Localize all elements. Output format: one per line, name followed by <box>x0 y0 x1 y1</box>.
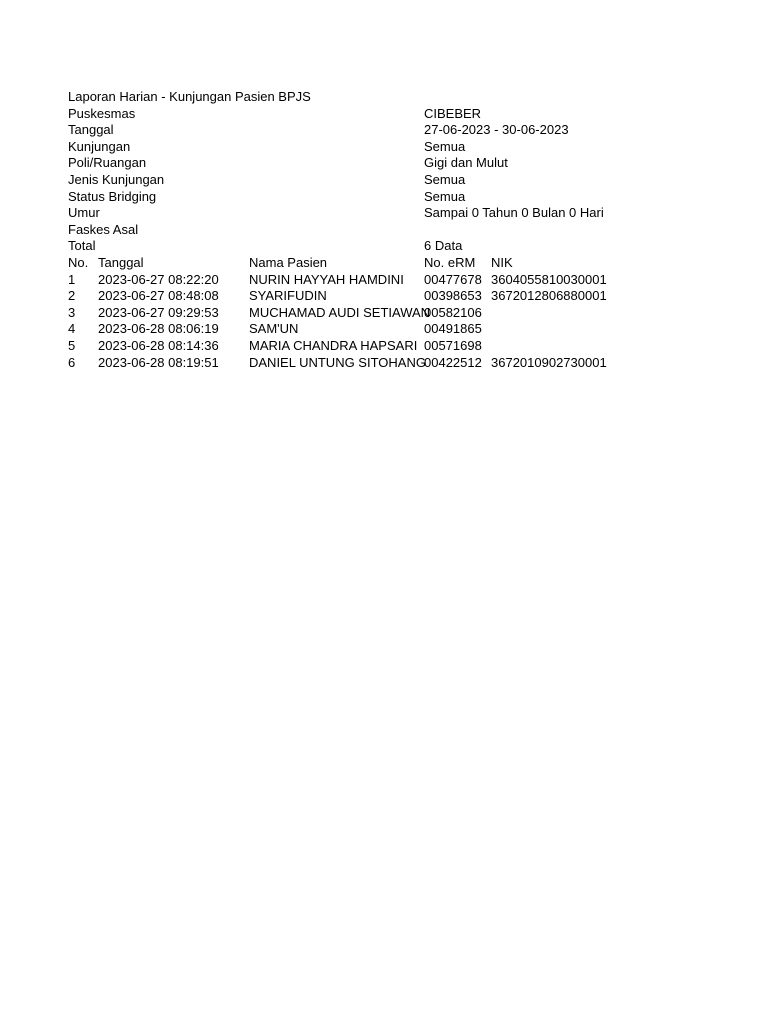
row-no: 6 <box>68 354 76 370</box>
row-nama: MUCHAMAD AUDI SETIAWAN <box>249 304 431 320</box>
field-label: Jenis Kunjungan <box>68 171 165 187</box>
field-row-faskes-asal <box>68 222 728 239</box>
column-header-nik: NIK <box>491 254 513 270</box>
field-value: Semua <box>424 171 466 187</box>
table-row <box>68 355 728 372</box>
field-label: Kunjungan <box>68 138 131 154</box>
row-erm: 00582106 <box>424 304 482 320</box>
column-header-erm: No. eRM <box>424 254 476 270</box>
field-value: Semua <box>424 138 466 154</box>
row-nama: SYARIFUDIN <box>249 288 327 304</box>
field-value: 27-06-2023 - 30-06-2023 <box>424 122 569 138</box>
row-erm: 00571698 <box>424 337 482 353</box>
row-tanggal: 2023-06-27 08:22:20 <box>98 271 219 287</box>
table-row <box>68 305 728 322</box>
table-row <box>68 288 728 305</box>
column-header-nama: Nama Pasien <box>249 254 328 270</box>
field-row-poli <box>68 155 728 172</box>
field-label: Puskesmas <box>68 105 136 121</box>
row-no: 2 <box>68 288 76 304</box>
row-no: 4 <box>68 321 76 337</box>
field-label: Tanggal <box>68 122 114 138</box>
row-nama: MARIA CHANDRA HAPSARI <box>249 337 418 353</box>
row-nik: 3672012806880001 <box>491 288 607 304</box>
field-row-jenis-kunjungan <box>68 172 728 189</box>
report-title-row <box>68 89 728 106</box>
row-tanggal: 2023-06-28 08:19:51 <box>98 354 219 370</box>
row-erm: 00398653 <box>424 288 482 304</box>
row-nama: SAM'UN <box>249 321 299 337</box>
row-no: 5 <box>68 337 76 353</box>
field-label: Poli/Ruangan <box>68 155 147 171</box>
row-no: 1 <box>68 271 76 287</box>
row-tanggal: 2023-06-28 08:06:19 <box>98 321 219 337</box>
row-nama: NURIN HAYYAH HAMDINI <box>249 271 404 287</box>
column-header-tanggal: Tanggal <box>98 254 144 270</box>
field-label: Status Bridging <box>68 188 157 204</box>
field-row-tanggal <box>68 122 728 139</box>
field-label: Total <box>68 238 96 254</box>
field-value: Semua <box>424 188 466 204</box>
row-no: 3 <box>68 304 76 320</box>
row-tanggal: 2023-06-27 08:48:08 <box>98 288 219 304</box>
field-row-umur <box>68 205 728 222</box>
row-nik: 3672010902730001 <box>491 354 607 370</box>
field-row-puskesmas <box>68 106 728 123</box>
column-header-no: No. <box>68 254 89 270</box>
field-label: Umur <box>68 205 100 221</box>
table-row <box>68 272 728 289</box>
row-tanggal: 2023-06-27 09:29:53 <box>98 304 219 320</box>
row-erm: 00491865 <box>424 321 482 337</box>
report-sheet <box>68 89 728 371</box>
table-row <box>68 338 728 355</box>
field-row-status-bridging <box>68 189 728 206</box>
field-value: Sampai 0 Tahun 0 Bulan 0 Hari <box>424 205 604 221</box>
table-header-row <box>68 255 728 272</box>
row-nik: 3604055810030001 <box>491 271 607 287</box>
row-erm: 00422512 <box>424 354 482 370</box>
row-nama: DANIEL UNTUNG SITOHANG <box>249 354 426 370</box>
field-row-kunjungan <box>68 139 728 156</box>
field-value: 6 Data <box>424 238 463 254</box>
row-tanggal: 2023-06-28 08:14:36 <box>98 337 219 353</box>
field-label: Faskes Asal <box>68 221 139 237</box>
report-title: Laporan Harian - Kunjungan Pasien BPJS <box>68 89 311 104</box>
field-row-total <box>68 238 728 255</box>
field-value: Gigi dan Mulut <box>424 155 508 171</box>
table-row <box>68 321 728 338</box>
row-erm: 00477678 <box>424 271 482 287</box>
field-value: CIBEBER <box>424 105 482 121</box>
